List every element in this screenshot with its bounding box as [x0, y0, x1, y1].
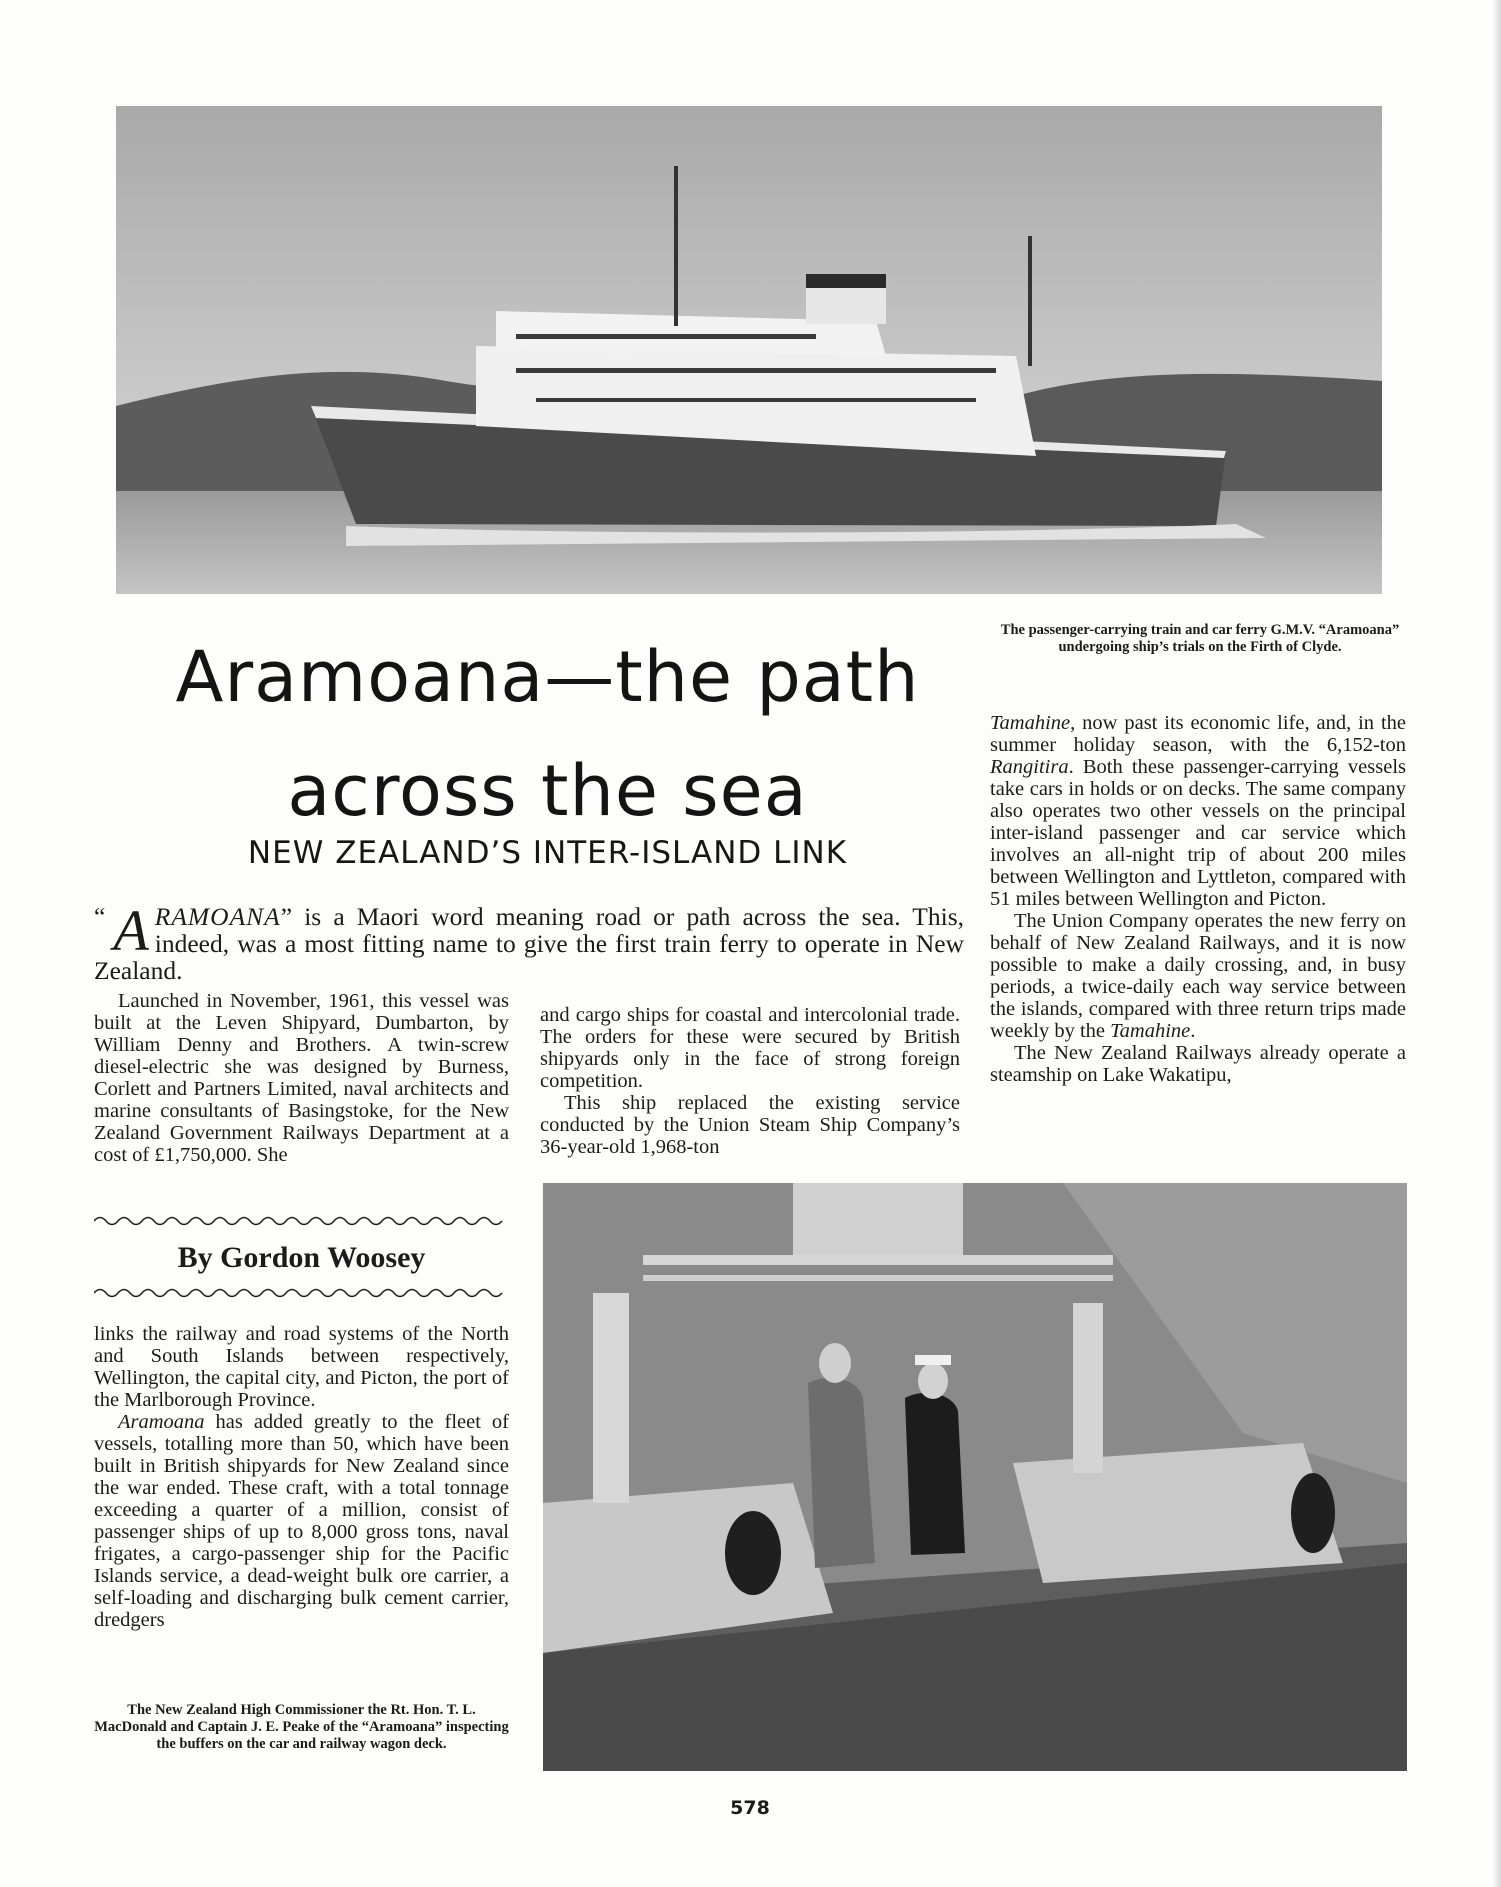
body-paragraph: The Union Company operates the new ferry on behalf of New Zealand Railways, and it is now possible to make a daily crossing, and, in busy periods, a twice-daily each way service between the islands, compared with three return trips made weekly by the Tamahine. — [990, 910, 1406, 1042]
ferry-photo — [116, 106, 1382, 594]
page-edge — [1493, 0, 1501, 1887]
title-line-2: across the sea — [287, 750, 808, 832]
lead-text: ” is a Maori word meaning road or path across the sea. This, indeed, was a most fitting name to give the first train ferry to operate in New Zealand. — [94, 902, 964, 985]
column-c — [990, 712, 1406, 1086]
ship-name: Tamahine — [990, 712, 1071, 734]
wavy-rule-bottom — [94, 1286, 509, 1300]
body-paragraph: The New Zealand Railways already operate a steamship on Lake Wakatipu, — [990, 1042, 1406, 1086]
lead-caps-word: RAMOANA — [154, 902, 281, 931]
body-paragraph: Launched in November, 1961, this vessel was built at the Leven Shipyard, Dumbarton, by William Denny and Brothers. A twin-screw diesel-electric she was designed by Burness, Corlett and Partners Limited, naval architects and marine consultants of Basingstoke, for the New Zealand Government Railways Department at a cost of £1,750,000. She — [94, 990, 509, 1166]
ferry-photo-caption: The passenger-carrying train and car ferry G.M.V. “Aramoana” undergoing ship’s trials on the Firth of Clyde. — [1000, 622, 1400, 655]
deck-photo-caption: The New Zealand High Commissioner the Rt. Hon. T. L. MacDonald and Captain J. E. Peake of the “Aramoana” inspecting the buffers on the car and railway wagon deck. — [94, 1702, 509, 1752]
wavy-rule-top — [94, 1214, 509, 1228]
body-paragraph: This ship replaced the existing service conducted by the Union Steam Ship Company’s 36-year-old 1,968-ton — [540, 1092, 960, 1158]
column-a-bottom — [94, 1323, 509, 1631]
lead-paragraph — [94, 898, 964, 985]
column-b — [540, 1004, 960, 1158]
body-paragraph: Aramoana has added greatly to the fleet of vessels, totalling more than 50, which have been built in British shipyards for New Zealand since the war ended. These craft, with a total tonnage exceeding a quarter of a million, consist of passenger ships of up to 8,000 gross tons, naval frigates, a cargo-passenger ship for the Pacific Islands service, a dead-weight bulk ore carrier, a self-loading and discharging bulk cement carrier, dredgers — [94, 1411, 509, 1631]
byline — [94, 1214, 509, 1300]
author-name: By Gordon Woosey — [177, 1241, 426, 1274]
body-paragraph: links the railway and road systems of the North and South Islands between respectively, Wellington, the capital city, and Picton, the port of the Marlborough Province. — [94, 1323, 509, 1411]
body-paragraph: and cargo ships for coastal and intercolonial trade. The orders for these were secured by British shipyards only in the face of strong foreign competition. — [540, 1004, 960, 1092]
drop-cap: A — [113, 898, 149, 963]
body-paragraph: Tamahine, now past its economic life, and, in the summer holiday season, with the 6,152-ton Rangitira. Both these passenger-carrying vessels take cars in holds or on decks. The same company also operates two other vessels on the principal inter-island passenger and car service which involves an all-night trip of about 200 miles between Wellington and Lyttleton, compared with 51 miles between Wellington and Picton. — [990, 712, 1406, 910]
ship-name: Aramoana — [118, 1411, 205, 1433]
title-line-1: Aramoana—the path — [175, 636, 920, 718]
deck-photo — [543, 1183, 1407, 1771]
page-number: 578 — [730, 1797, 770, 1819]
column-a-top — [94, 990, 509, 1166]
article-subtitle: NEW ZEALAND’S INTER-ISLAND LINK — [247, 835, 848, 871]
ship-name: Tamahine — [1110, 1020, 1191, 1042]
ship-name: Rangitira — [990, 756, 1069, 778]
lead-quote-mark: “ — [94, 902, 106, 931]
article-title — [120, 620, 975, 848]
